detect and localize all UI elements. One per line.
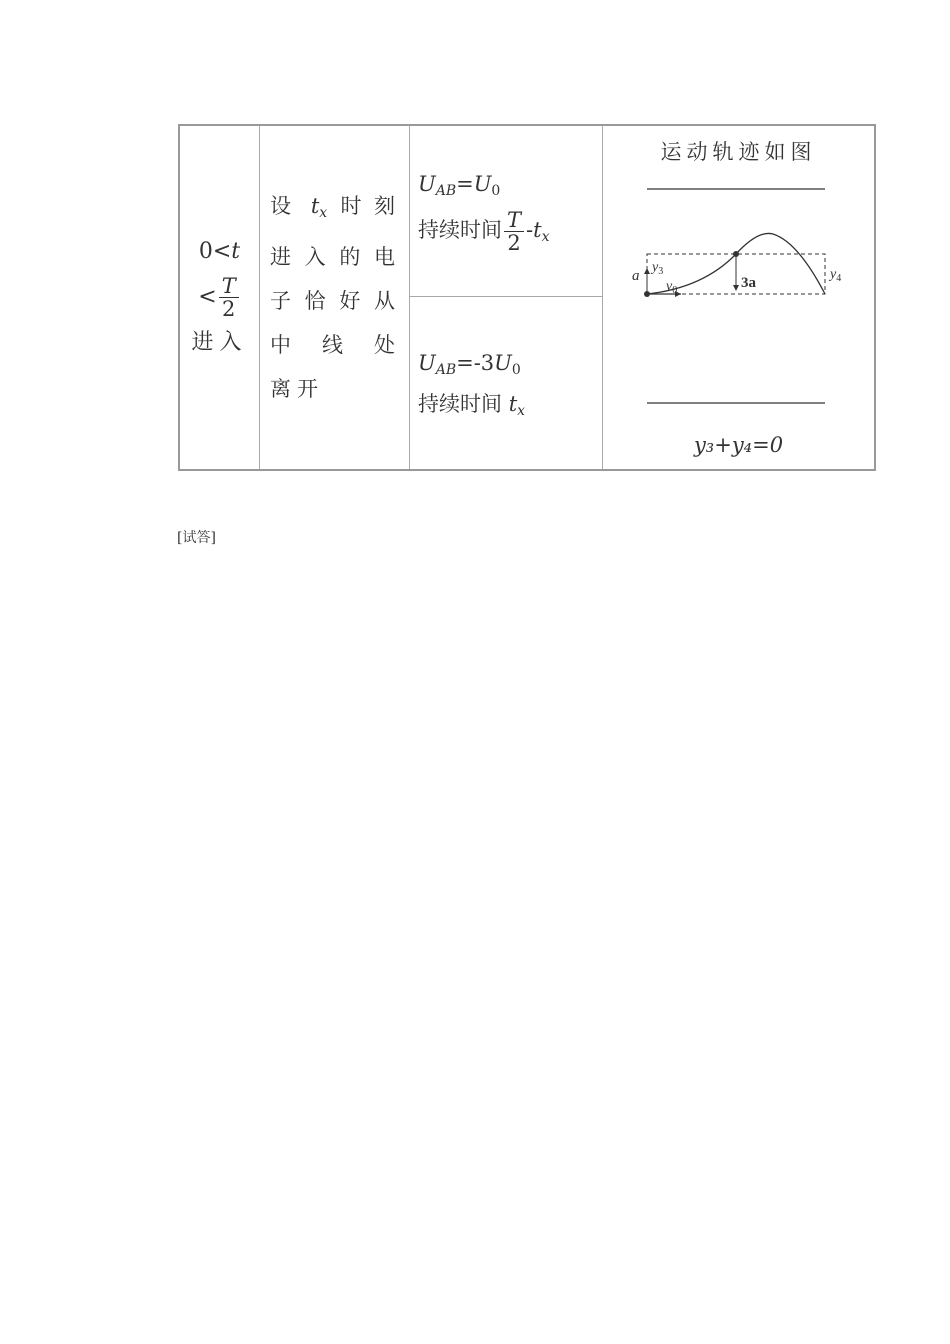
phase1-duration [418, 209, 602, 254]
phase2-u0-sub: 0 [511, 362, 521, 379]
phase2-u-sub: AB [435, 362, 457, 379]
figure-title: 运动轨迹如图 [660, 140, 817, 164]
phase2-u0: U [494, 351, 512, 376]
cond-t: t [231, 239, 241, 265]
phase1-frac-den: 2 [507, 230, 521, 255]
figure-equation: y₃+y₄=0 [693, 433, 784, 457]
phase1-u: U [418, 172, 436, 197]
phase1-voltage [418, 168, 602, 202]
phase1-fraction [504, 209, 524, 254]
desc-line1 [270, 184, 401, 235]
label-a: a [632, 268, 640, 284]
phase1-cell [410, 125, 603, 297]
desc-line3: 子恰好从 [270, 289, 401, 313]
description-cell [260, 125, 410, 470]
label-v0 [666, 279, 677, 296]
cond-fraction [219, 275, 239, 320]
cond-lt2: < [198, 284, 217, 310]
desc-line2: 进入的电 [270, 245, 401, 269]
label-y3-base: y [652, 260, 659, 275]
3a-arrow-head [733, 285, 739, 291]
label-3a: 3a [741, 275, 756, 291]
label-y4-sub: 4 [836, 273, 842, 284]
desc-pre: 设 [270, 194, 298, 218]
phase1-t: t [533, 217, 542, 242]
phase2-u: U [418, 351, 436, 376]
phase1-u0-sub: 0 [491, 183, 501, 200]
cond-frac-num: T [219, 275, 239, 298]
condition-suffix: 进入 [191, 330, 248, 356]
a-arrow-head [644, 268, 650, 274]
phase1-minus: - [526, 217, 534, 242]
phase2-voltage [418, 347, 602, 381]
label-y4 [828, 267, 841, 284]
desc-tx [310, 194, 328, 221]
phase1-t-sub: x [541, 228, 550, 245]
phase2-duration [418, 388, 602, 419]
phase2-eq: =-3 [456, 351, 495, 376]
desc-t-sub: x [319, 205, 328, 221]
trajectory-table [178, 124, 876, 471]
condition-line1 [180, 237, 259, 267]
phase2-t-sub: x [517, 402, 526, 419]
phase1-eq: = [456, 172, 474, 197]
cond-frac-den: 2 [222, 297, 236, 321]
try-answer-label: [试答] [177, 530, 216, 546]
phase1-frac-num: T [504, 209, 524, 232]
condition-line2 [180, 275, 259, 320]
desc-line4: 中 线 处 [270, 333, 401, 357]
label-v0-sub: 0 [672, 285, 678, 296]
desc-t: t [310, 194, 320, 218]
figure-cell [603, 125, 876, 470]
phase2-t: t [508, 391, 518, 416]
phase2-duration-label: 持续时间 [418, 391, 502, 416]
desc-line5: 离开 [270, 377, 324, 401]
condition-cell [179, 125, 260, 470]
label-y3-sub: 3 [658, 266, 664, 277]
phase1-duration-label: 持续时间 [418, 217, 502, 242]
turn-point [733, 251, 739, 257]
phase1-u0: U [473, 172, 492, 197]
phase1-u-sub: AB [435, 183, 457, 200]
desc-post: 时刻 [340, 194, 402, 218]
trajectory-figure [603, 126, 874, 469]
label-v0-base: v [666, 279, 673, 294]
label-y4-base: y [830, 267, 837, 282]
phase2-cell [410, 297, 603, 471]
cond-lt: < [212, 239, 232, 265]
cond-zero: 0 [198, 239, 213, 265]
label-y3 [650, 260, 663, 277]
